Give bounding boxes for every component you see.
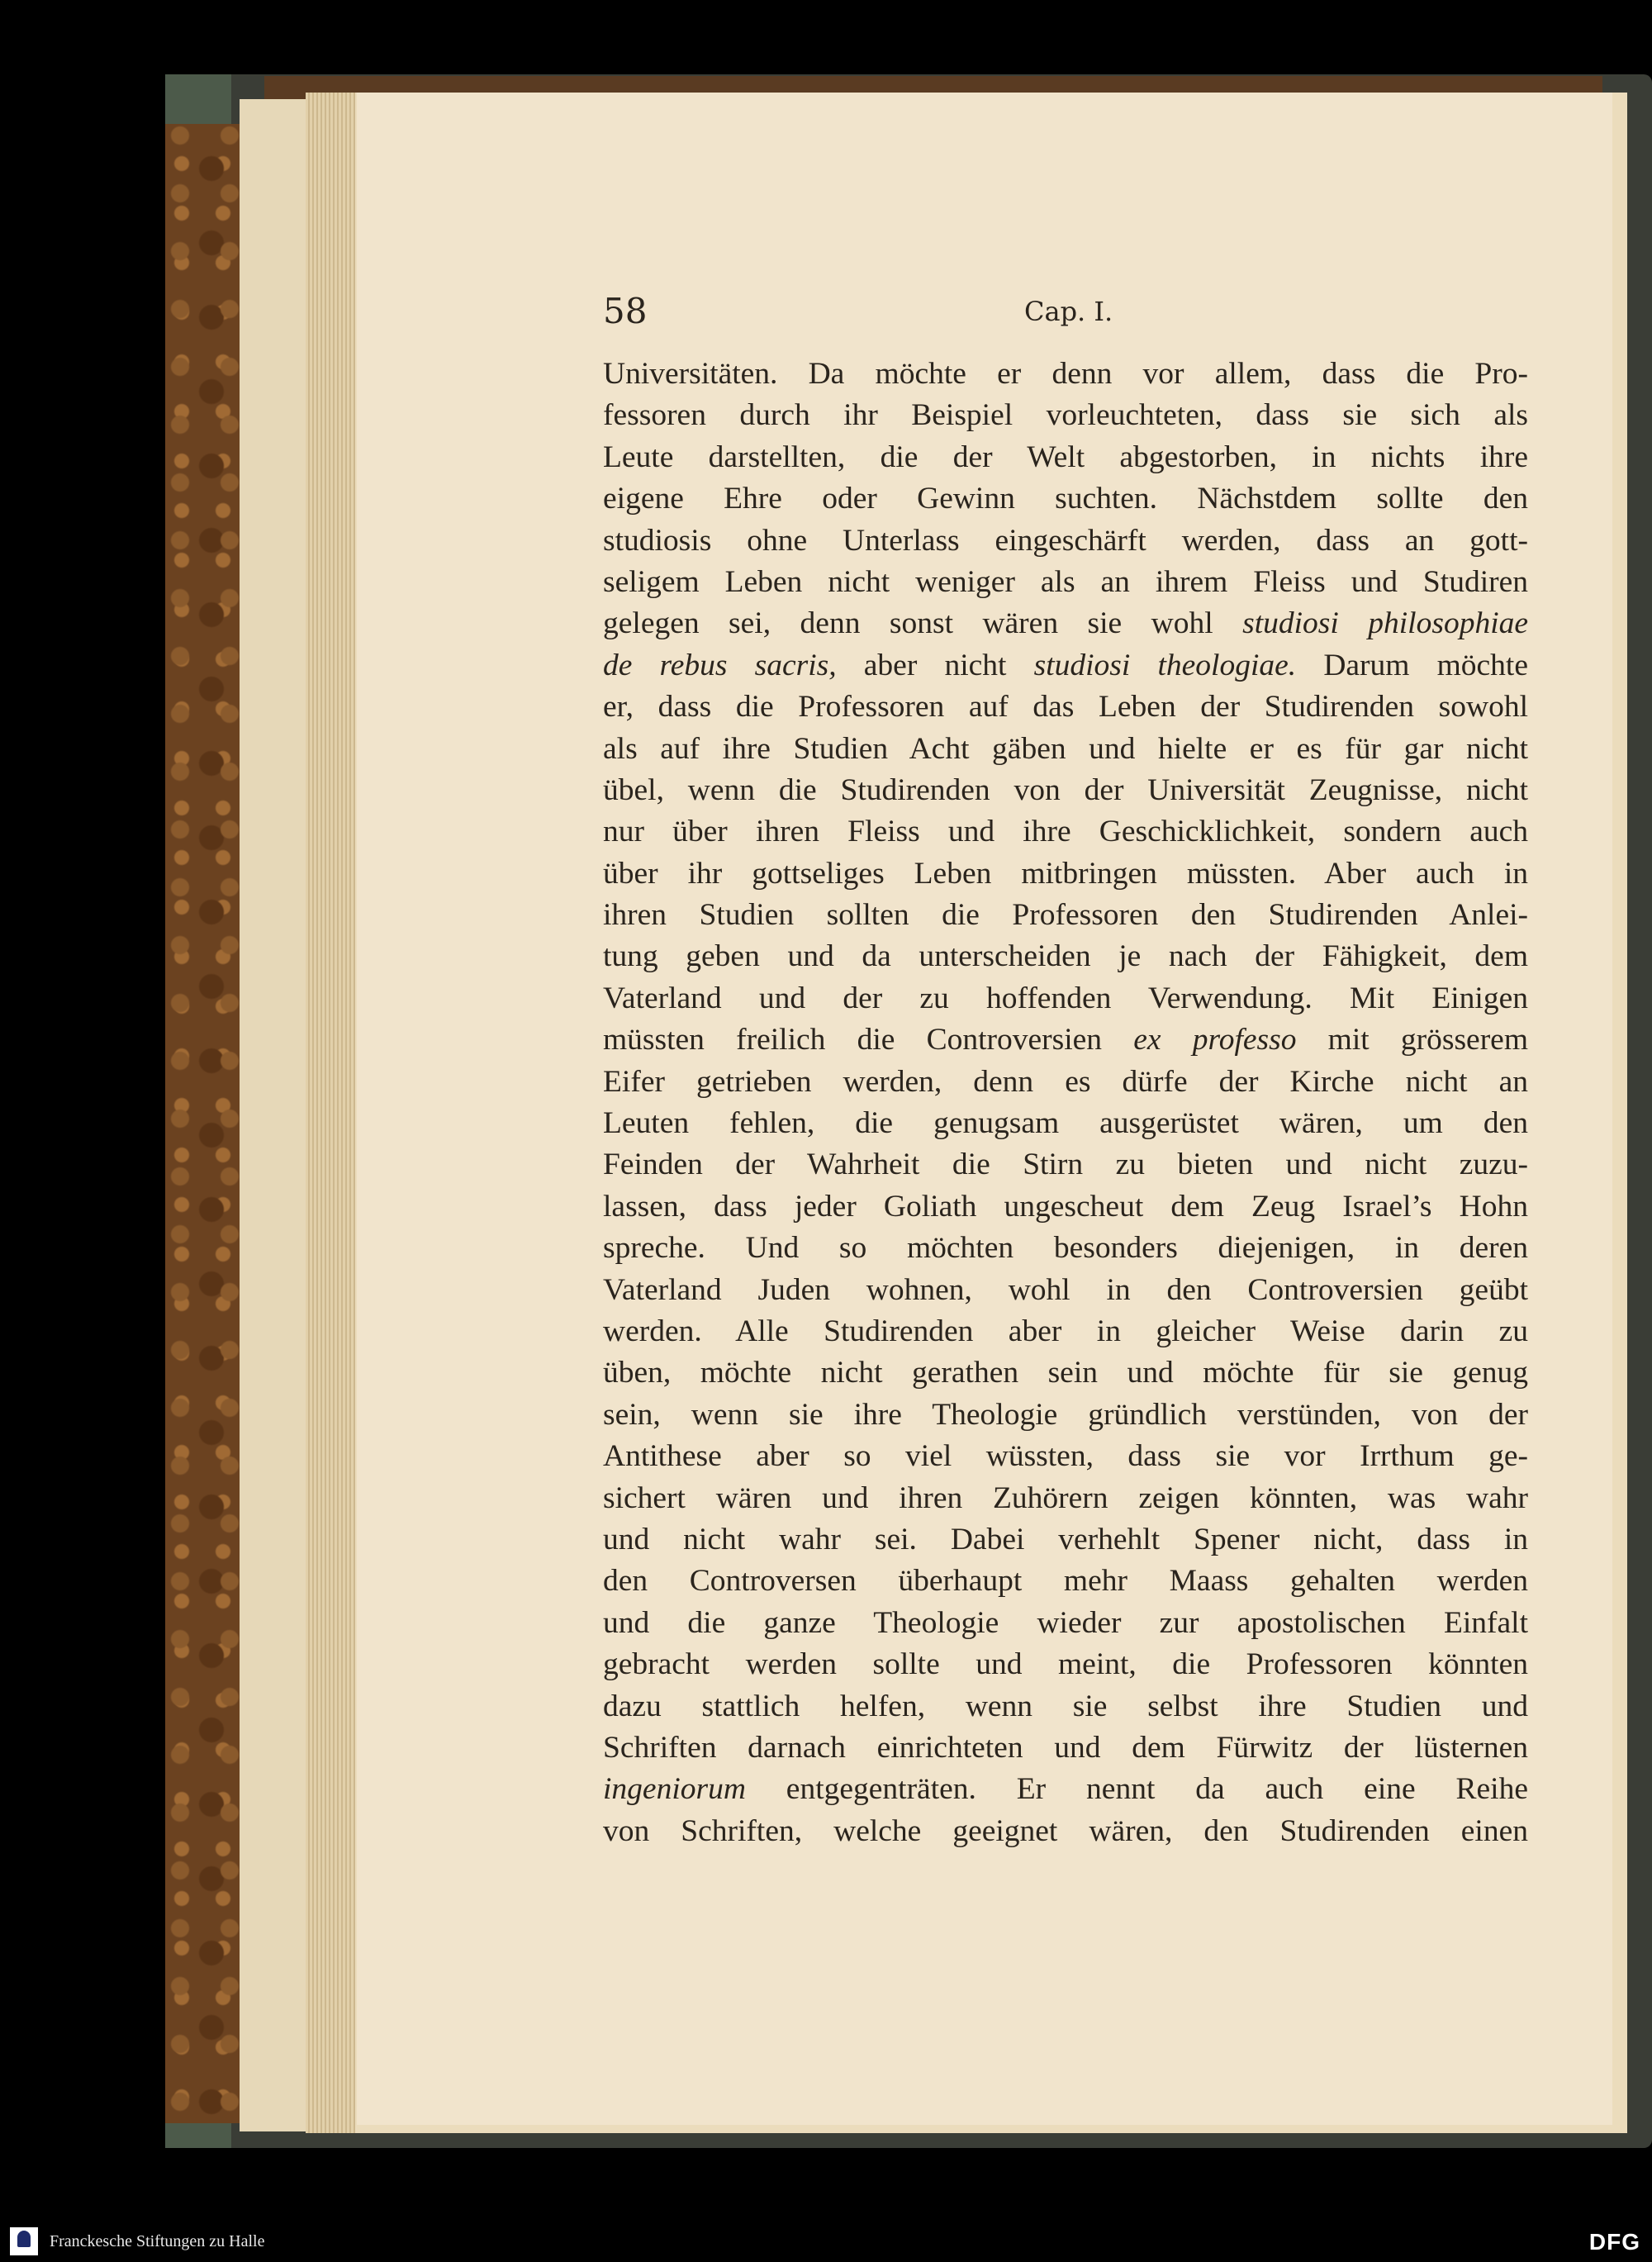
text-line: fessoren durch ihr Beispiel vorleuchteten, dass sie sich als	[603, 398, 1528, 433]
text-line: üben, möchte nicht gerathen sein und möchte für sie genug	[603, 1356, 1528, 1390]
text-line: tung geben und da unterscheiden je nach der Fähigkeit, dem	[603, 939, 1528, 974]
text-run: gelegen sei, denn sonst wären sie wohl	[603, 606, 1243, 641]
text-line: Universitäten. Da möchte er denn vor allem, dass die Pro-	[603, 357, 1528, 391]
text-line: studiosis ohne Unterlass eingeschärft werden, dass an gott-	[603, 523, 1528, 558]
text-run: aber nicht	[836, 648, 1034, 682]
institution-logo-icon	[10, 2227, 38, 2255]
text-run: Darum möchte	[1296, 648, 1528, 682]
text-line: und nicht wahr sei. Dabei verhehlt Spener nicht, dass in	[603, 1522, 1528, 1556]
dfg-logo: DFG	[1588, 2229, 1640, 2255]
text-line: Vaterland und der zu hoffenden Verwendung. Mit Einigen	[603, 981, 1528, 1015]
text-line	[603, 645, 1528, 687]
text-line: Eifer getrieben werden, denn es dürfe der Kirche nicht an	[603, 1064, 1528, 1099]
text-line	[603, 603, 1528, 644]
text-line: sein, wenn sie ihre Theologie gründlich verstünden, von der	[603, 1397, 1528, 1432]
text-line: Antithese aber so viel wüssten, dass sie vor Irrthum ge-	[603, 1439, 1528, 1474]
text-line: werden. Alle Studirenden aber in gleicher Weise darin zu	[603, 1314, 1528, 1348]
italic-phrase: ingeniorum	[603, 1772, 746, 1807]
text-line: nur über ihren Fleiss und ihre Geschicklichkeit, sondern auch	[603, 815, 1528, 849]
body-text	[603, 354, 1528, 1852]
text-line: gebracht werden sollte und meint, die Professoren könnten	[603, 1647, 1528, 1682]
text-line: übel, wenn die Studirenden von der Universität Zeugnisse, nicht	[603, 772, 1528, 807]
footer-bar	[0, 2221, 1652, 2262]
text-line: Leute darstellten, die der Welt abgestorben, in nichts ihre	[603, 440, 1528, 474]
text-line: eigene Ehre oder Gewinn suchten. Nächstdem sollte den	[603, 482, 1528, 516]
text-line: von Schriften, welche geeignet wären, den Studirenden einen	[603, 1813, 1528, 1848]
italic-phrase: ex professo	[1133, 1023, 1297, 1057]
page-edges	[306, 93, 355, 2133]
text-line: Schriften darnach einrichteten und dem Fürwitz der lüsternen	[603, 1730, 1528, 1765]
text-line: als auf ihre Studien Acht gäben und hielte er es für gar nicht	[603, 731, 1528, 766]
text-run: entgegenträten. Er nennt da auch eine Reihe	[745, 1772, 1528, 1807]
text-line: Leuten fehlen, die genugsam ausgerüstet wären, um den	[603, 1106, 1528, 1141]
italic-phrase: studiosi theologiae.	[1033, 648, 1297, 682]
text-run: mit grösserem	[1296, 1023, 1528, 1057]
text-line	[603, 1769, 1528, 1810]
text-line: über ihr gottseliges Leben mitbringen müssten. Aber auch in	[603, 856, 1528, 891]
text-line: lassen, dass jeder Goliath ungescheut dem Zeug Israel’s Hohn	[603, 1189, 1528, 1224]
logo-mark	[17, 2231, 31, 2247]
text-line: dazu stattlich helfen, wenn sie selbst ihre Studien und	[603, 1689, 1528, 1723]
text-line: sichert wären und ihren Zuhörern zeigen könnten, was wahr	[603, 1480, 1528, 1515]
text-run: müssten freilich die Controversien	[603, 1023, 1134, 1057]
text-line: ihren Studien sollten die Professoren den Studirenden Anlei-	[603, 898, 1528, 933]
text-line: Feinden der Wahrheit die Stirn zu bieten und nicht zuzu-	[603, 1148, 1528, 1182]
text-line	[603, 1019, 1528, 1061]
italic-phrase: studiosi philosophiae	[1242, 606, 1529, 641]
text-line: Vaterland Juden wohnen, wohl in den Controversien geübt	[603, 1272, 1528, 1307]
text-line: und die ganze Theologie wieder zur apostolischen Einfalt	[603, 1605, 1528, 1640]
text-line: den Controversen überhaupt mehr Maass gehalten werden	[603, 1564, 1528, 1599]
italic-phrase: de rebus sacris,	[603, 648, 837, 682]
text-line: er, dass die Professoren auf das Leben der Studirenden sowohl	[603, 690, 1528, 725]
footer-institution-link[interactable]: Franckesche Stiftungen zu Halle	[50, 2232, 265, 2250]
text-line: spreche. Und so möchten besonders diejenigen, in deren	[603, 1231, 1528, 1266]
text-line: seligem Leben nicht weniger als an ihrem Fleiss und Studiren	[603, 564, 1528, 599]
page-number: 58	[603, 291, 648, 331]
running-head: Cap. I.	[1024, 296, 1113, 327]
